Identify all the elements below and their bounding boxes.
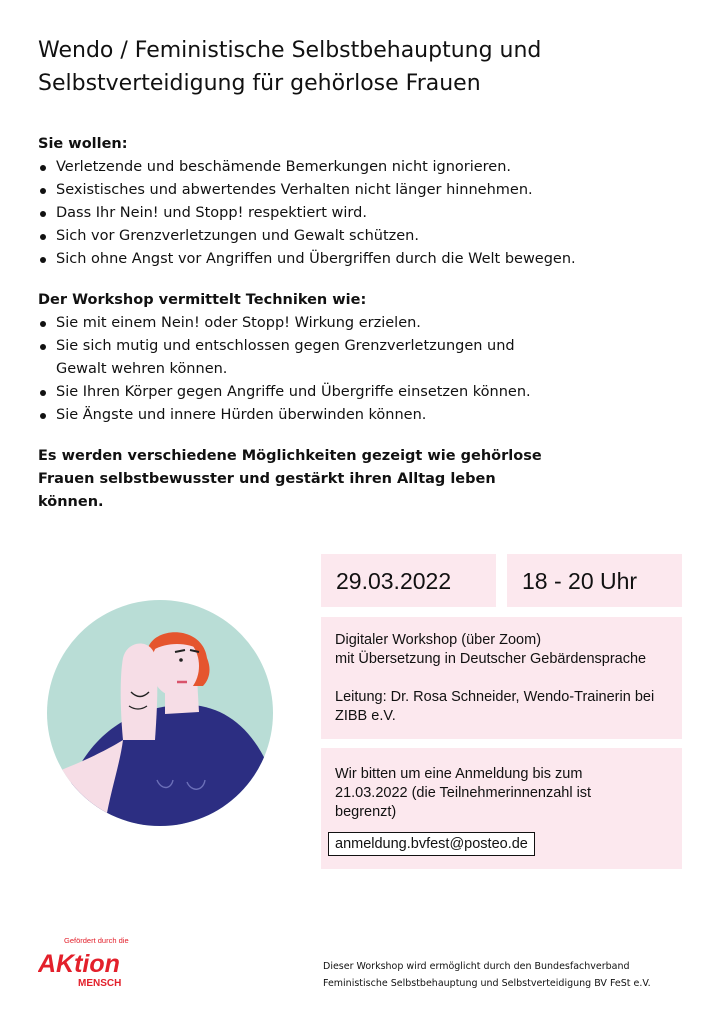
woman-stop-illustration [47, 600, 273, 826]
date-box [321, 554, 496, 607]
list-item: Sich vor Grenzverletzungen und Gewalt schützen. [38, 225, 678, 248]
wants-list [38, 156, 678, 271]
workshop-info-box [321, 617, 682, 739]
techniques-list [38, 312, 678, 427]
list-item: Verletzende und beschämende Bemerkungen nicht ignorieren. [38, 156, 678, 179]
list-item: Sie sich mutig und entschlossen gegen Grenzverletzungen und Gewalt wehren können. [38, 335, 546, 381]
page-title: Wendo / Feministische Selbstbehauptung und Selbstverteidigung für gehörlose Frauen [38, 38, 542, 96]
list-item: Sie Ängste und innere Hürden überwinden können. [38, 404, 678, 427]
registration-email[interactable]: anmeldung.bvfest@posteo.de [328, 832, 535, 856]
list-item: Sexistisches und abwertendes Verhalten nicht länger hinnehmen. [38, 179, 678, 202]
footer-note: Dieser Workshop wird ermöglicht durch den Bundesfachverband Feministische Selbstbehauptung und Selbstverteidigung BV FeSt e.V. [323, 961, 651, 989]
list-item: Sich ohne Angst vor Angriffen und Übergriffen durch die Welt bewegen. [38, 248, 678, 271]
registration-box [321, 748, 682, 869]
eye-shape [179, 658, 183, 662]
logo-line1: AKtion [38, 950, 120, 978]
logo-line2: MENSCH [78, 978, 122, 989]
aktion-mensch-logo [38, 950, 132, 990]
techniques-heading: Der Workshop vermittelt Techniken wie: [38, 292, 367, 308]
registration-text: Wir bitten um eine Anmeldung bis zum 21.03.2022 (die Teilnehmerinnenzahl ist begrenzt) [335, 766, 592, 820]
list-item: Dass Ihr Nein! und Stopp! respektiert wird. [38, 202, 678, 225]
workshop-lead: Leitung: Dr. Rosa Schneider, Wendo-Trainerin bei ZIBB e.V. [335, 689, 655, 724]
list-item: Sie mit einem Nein! oder Stopp! Wirkung erzielen. [38, 312, 678, 335]
event-time: 18 - 20 Uhr [522, 568, 638, 594]
workshop-format-line2: mit Übersetzung in Deutscher Gebärdensprache [335, 651, 647, 667]
event-date: 29.03.2022 [336, 568, 452, 594]
techniques-section [38, 289, 678, 427]
wants-heading: Sie wollen: [38, 136, 128, 152]
time-box [507, 554, 682, 607]
list-item: Sie Ihren Körper gegen Angriffe und Übergriffe einsetzen können. [38, 381, 678, 404]
closing-statement: Es werden verschiedene Möglichkeiten gezeigt wie gehörlose Frauen selbstbewusster und gestärkt ihren Alltag leben können. [38, 448, 542, 510]
sponsor-label: Gefördert durch die [64, 936, 129, 945]
workshop-format-line1: Digitaler Workshop (über Zoom) [335, 632, 542, 648]
wants-section [38, 133, 678, 271]
raised-hand-shape [121, 643, 158, 740]
